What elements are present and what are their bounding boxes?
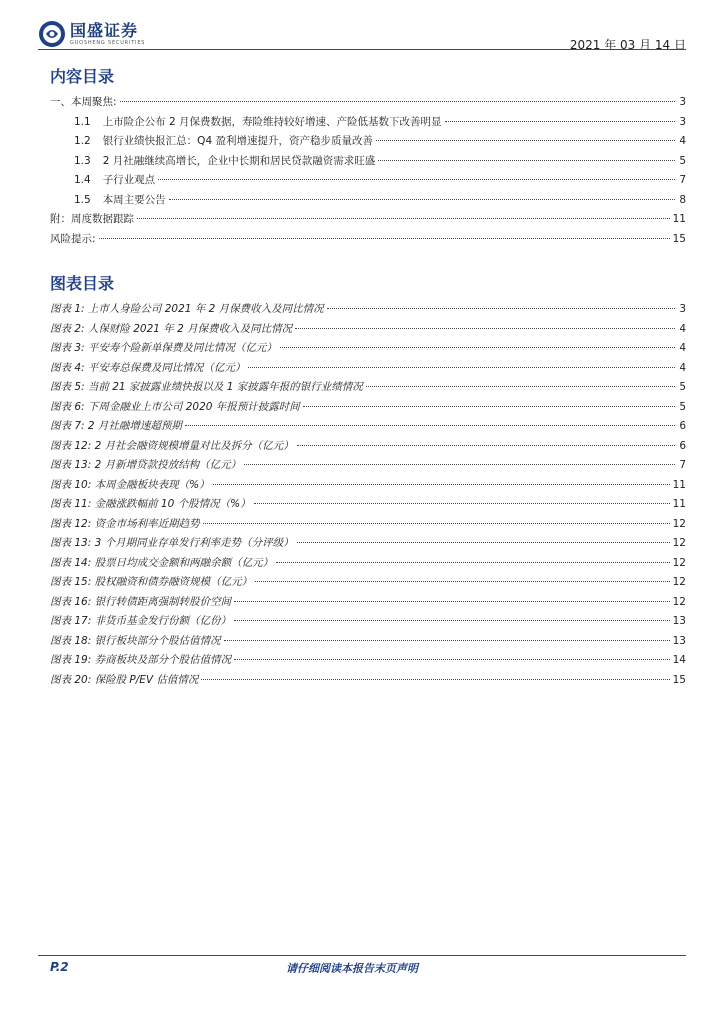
entry-text: 2 月社融继续高增长，企业中长期和居民贷款融资需求旺盛	[102, 154, 376, 167]
company-logo	[38, 20, 145, 48]
toc-entry[interactable]	[50, 192, 686, 212]
toc-entry[interactable]	[50, 594, 686, 614]
leader-dots	[366, 386, 675, 387]
leader-dots	[254, 503, 670, 504]
toc-entry[interactable]	[50, 613, 686, 633]
toc-entry[interactable]	[50, 418, 686, 438]
entry-label	[50, 516, 200, 531]
logo-chinese-name: 国盛证券	[70, 21, 139, 40]
leader-dots	[303, 406, 675, 407]
entry-label	[50, 211, 134, 226]
leader-dots	[327, 308, 675, 309]
entry-text: 风险提示:	[50, 232, 96, 245]
leader-dots	[234, 601, 670, 602]
entry-label	[50, 652, 231, 667]
toc-entry[interactable]	[50, 379, 686, 399]
entry-label	[74, 114, 442, 129]
entry-page-number: 12	[672, 537, 686, 549]
entry-page-number: 12	[672, 595, 686, 608]
entry-label	[50, 379, 363, 394]
leader-dots	[244, 464, 675, 465]
entry-page-number: 12	[672, 556, 686, 569]
entry-text: 附：周度数据跟踪	[50, 213, 134, 225]
entry-text: 图表 6: 下周金融业上市公司 2020 年报预计披露时间	[50, 400, 300, 413]
entry-label	[74, 192, 166, 207]
toc-entry[interactable]	[50, 360, 686, 380]
entry-label	[74, 153, 375, 168]
entry-page-number: 5	[679, 400, 686, 413]
leader-dots	[276, 562, 670, 563]
leader-dots	[203, 523, 670, 524]
entry-text: 图表 10: 本周金融板块表现（%）	[50, 478, 210, 491]
report-date: 2021 年 03 月 14 日	[569, 38, 686, 52]
entry-page-number: 6	[679, 439, 686, 452]
entry-text: 图表 13: 2 月新增贷款投放结构（亿元）	[50, 459, 242, 471]
entry-page-number: 8	[679, 193, 686, 206]
entry-page-number: 5	[679, 381, 686, 393]
entry-text: 图表 4: 平安寿总保费及同比情况（亿元）	[50, 361, 246, 374]
toc-entry[interactable]	[50, 133, 686, 153]
leader-dots	[213, 484, 670, 485]
toc-entry[interactable]	[50, 633, 686, 653]
entry-label	[50, 613, 231, 628]
toc-entry[interactable]	[50, 477, 686, 497]
entry-text: 图表 2: 人保财险 2021 年 2 月保费收入及同比情况	[50, 322, 293, 335]
entry-label	[50, 340, 277, 355]
entry-label	[50, 477, 210, 492]
entry-label	[50, 672, 198, 687]
entry-page-number: 15	[672, 673, 686, 686]
entry-label	[50, 231, 96, 246]
entry-label	[50, 594, 231, 609]
entry-text: 图表 13: 3 个月期同业存单发行利率走势（分评级）	[50, 537, 294, 549]
entry-page-number: 7	[679, 459, 686, 471]
entry-page-number: 3	[679, 96, 686, 108]
toc-entry[interactable]	[50, 574, 686, 594]
leader-dots	[185, 425, 675, 426]
entry-text: 图表 7: 2 月社融增速超预期	[50, 420, 182, 432]
leader-dots	[224, 640, 670, 641]
toc-entry[interactable]	[50, 516, 686, 536]
page-header	[38, 20, 686, 50]
entry-page-number: 11	[672, 213, 686, 225]
entry-page-number: 3	[679, 115, 686, 128]
entry-text: 图表 5: 当前 21 家披露业绩快报以及 1 家披露年报的银行业绩情况	[50, 381, 363, 393]
toc-entry[interactable]	[50, 496, 686, 516]
entry-label	[50, 633, 221, 648]
entry-page-number: 13	[672, 615, 686, 627]
leader-dots	[255, 581, 670, 582]
entry-text: 图表 15: 股权融资和债券融资规模（亿元）	[50, 576, 253, 588]
entry-page-number: 6	[679, 420, 686, 432]
entry-text: 图表 19: 券商板块及部分个股估值情况	[50, 654, 232, 666]
entry-label	[50, 555, 273, 570]
entry-text: 图表 20: 保险股 P/EV 估值情况	[50, 673, 199, 686]
leader-dots	[280, 347, 675, 348]
entry-text: 图表 11: 金融涨跌幅前 10 个股情况（%）	[50, 498, 251, 510]
leader-dots	[445, 121, 675, 122]
entry-text: 图表 12: 资金市场利率近期趋势	[50, 517, 200, 530]
toc-title: 内容目录	[50, 67, 115, 86]
entry-page-number: 7	[679, 174, 686, 186]
entry-page-number: 4	[679, 342, 686, 354]
entry-number: 1.5	[74, 193, 91, 206]
leader-dots	[99, 238, 670, 239]
entry-label	[50, 360, 245, 375]
entry-text: 子行业观点	[102, 174, 156, 186]
leader-dots	[120, 101, 675, 102]
leader-dots	[201, 679, 669, 680]
entry-page-number: 4	[679, 361, 686, 374]
leader-dots	[234, 659, 670, 660]
leader-dots	[376, 140, 675, 141]
entry-number: 1.2	[74, 135, 91, 147]
entry-label	[50, 574, 252, 589]
logo-english-name: GUOSHENG SECURITIES	[70, 40, 146, 46]
entry-number: 1.3	[74, 154, 91, 167]
figure-list	[50, 301, 686, 691]
entry-page-number: 4	[679, 135, 686, 147]
toc-entry[interactable]	[50, 672, 686, 692]
entry-label	[50, 438, 294, 453]
toc-entry[interactable]	[50, 399, 686, 419]
entry-text: 图表 3: 平安寿个险新单保费及同比情况（亿元）	[50, 342, 277, 354]
entry-page-number: 5	[679, 154, 686, 167]
leader-dots	[169, 199, 675, 200]
entry-label	[50, 321, 292, 336]
leader-dots	[378, 160, 675, 161]
entry-text: 一、本周聚焦:	[50, 96, 117, 108]
entry-label	[50, 399, 300, 414]
toc-entry[interactable]	[50, 457, 686, 477]
entry-label	[50, 418, 182, 433]
entry-text: 银行业绩快报汇总：Q4 盈利增速提升，资产稳步质量改善	[102, 135, 373, 147]
entry-label	[74, 172, 155, 187]
toc-entry[interactable]	[50, 114, 686, 134]
toc-entry[interactable]	[50, 231, 686, 251]
toc-entry[interactable]	[50, 211, 686, 231]
toc-entry[interactable]	[50, 153, 686, 173]
entry-label	[74, 133, 373, 148]
entry-label	[50, 535, 294, 550]
entry-text: 图表 17: 非货币基金发行份额（亿份）	[50, 615, 232, 627]
table-of-contents	[50, 94, 686, 250]
entry-text: 上市险企公布 2 月保费数据，寿险维持较好增速、产险低基数下改善明显	[102, 115, 442, 128]
entry-page-number: 11	[672, 498, 686, 510]
entry-label	[50, 301, 324, 316]
leader-dots	[297, 542, 670, 543]
toc-entry[interactable]	[50, 340, 686, 360]
disclaimer-note: 请仔细阅读本报告末页声明	[286, 962, 418, 975]
toc-entry[interactable]	[50, 555, 686, 575]
leader-dots	[137, 218, 670, 219]
guosheng-logo-icon	[38, 20, 66, 48]
entry-text: 图表 1: 上市人身险公司 2021 年 2 月保费收入及同比情况	[50, 303, 324, 315]
toc-entry[interactable]	[50, 652, 686, 672]
entry-page-number: 14	[672, 654, 686, 666]
leader-dots	[297, 445, 675, 446]
entry-text: 本周主要公告	[102, 193, 166, 206]
entry-page-number: 11	[672, 478, 686, 491]
leader-dots	[248, 367, 675, 368]
toc-entry[interactable]	[50, 94, 686, 114]
entry-label	[50, 496, 251, 511]
entry-text: 图表 14: 股票日均成交金额和两融余额（亿元）	[50, 556, 274, 569]
entry-label	[50, 457, 241, 472]
entry-page-number: 15	[672, 232, 686, 245]
page-number: P.2	[50, 960, 69, 974]
leader-dots	[158, 179, 675, 180]
entry-page-number: 12	[672, 576, 686, 588]
header-divider	[38, 49, 686, 50]
entry-number: 1.4	[74, 174, 91, 186]
leader-dots	[295, 328, 675, 329]
entry-page-number: 3	[679, 303, 686, 315]
entry-text: 图表 12: 2 月社会融资规模增量对比及拆分（亿元）	[50, 439, 294, 452]
entry-number: 1.1	[74, 115, 91, 128]
figure-list-title: 图表目录	[50, 274, 115, 293]
toc-entry[interactable]	[50, 535, 686, 555]
entry-text: 图表 16: 银行转债距离强制转股价空间	[50, 595, 232, 608]
toc-entry[interactable]	[50, 321, 686, 341]
entry-page-number: 4	[679, 322, 686, 335]
toc-entry[interactable]	[50, 438, 686, 458]
entry-page-number: 13	[672, 634, 686, 647]
footer-divider	[38, 955, 686, 956]
leader-dots	[234, 620, 670, 621]
entry-page-number: 12	[672, 517, 686, 530]
toc-entry[interactable]	[50, 301, 686, 321]
entry-label	[50, 94, 117, 109]
toc-entry[interactable]	[50, 172, 686, 192]
entry-text: 图表 18: 银行板块部分个股估值情况	[50, 634, 221, 647]
